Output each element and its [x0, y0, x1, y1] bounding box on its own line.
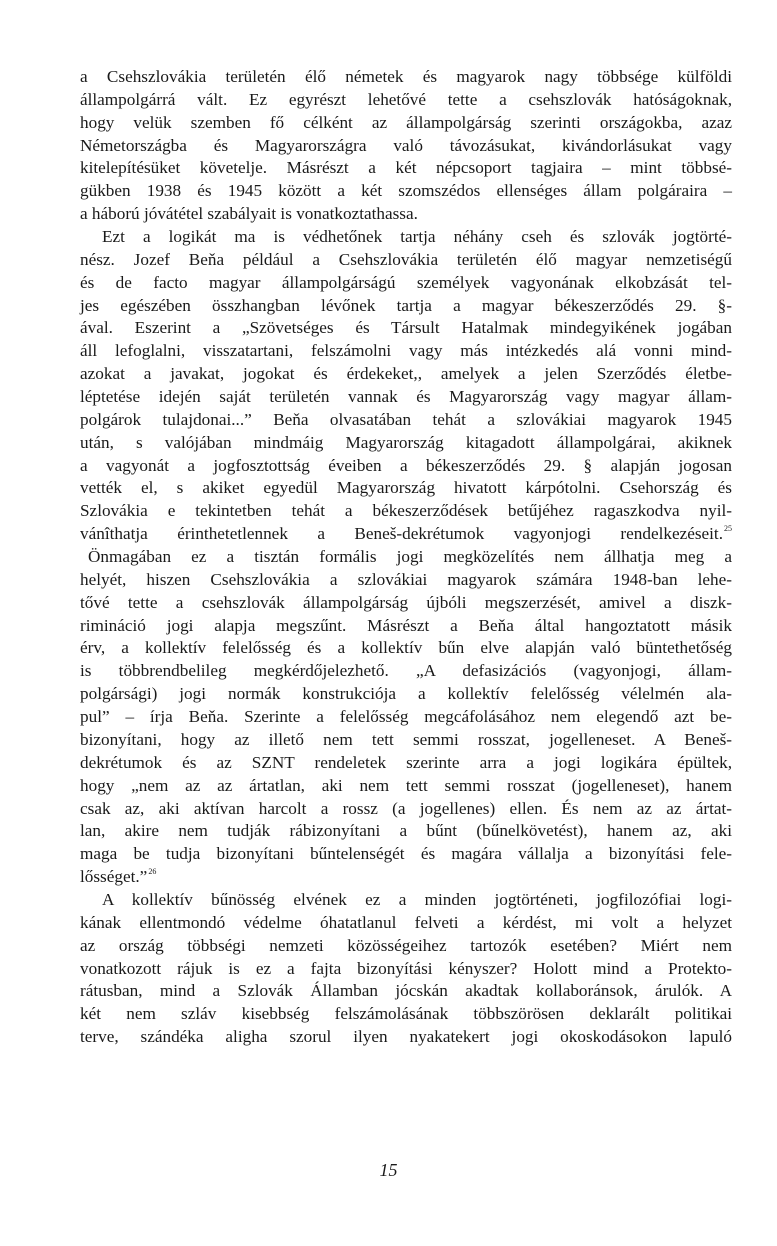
text-line: Németországba és Magyarországra való távozásukat, kivándorlásukat vagy — [80, 135, 732, 155]
text-line: a Csehszlovákia területén élő németek és magyarok nagy többsége külföldi — [80, 67, 732, 86]
text-line: és de facto magyar állampolgárságú személyek vagyonának elkobzását tel- — [80, 272, 732, 292]
page-number: 15 — [379, 1160, 398, 1180]
text-line: a vagyonát a jogfosztottság éveiben a békeszerződés 29. § alapján jogosan — [80, 455, 732, 475]
text-line-with-footnote — [80, 523, 732, 546]
text-line: rátusban, mind a Szlovák Államban jócskán akadtak kollaboránsok, árulók. A — [80, 981, 732, 1001]
text-line: dekrétumok és az SZNT rendeletek szerinte arra a jogi logikára épültek, — [80, 752, 732, 772]
text-line: vették el, s akiket egyedül Magyarország hivatott kárpótolni. Csehország és — [80, 478, 732, 498]
text-line: az ország többségi nemzeti közösségeihez tartozók esetében? Miért nem — [80, 935, 732, 955]
text-line: kának ellentmondó védelme óhatatlanul felveti a kérdést, mi volt a helyzet — [80, 912, 732, 932]
text-line: két nem szláv kisebbség felszámolásának többszörösen deklarált politikai — [80, 1004, 732, 1024]
text-line: polgársági) jogi normák konstrukciója a kollektív felelősség vélelmén ala- — [80, 684, 732, 704]
text-line: pul” – írja Beňa. Szerinte a felelősség megcáfolásához nem elegendő azt be- — [80, 707, 732, 727]
text-line: áll lefoglalni, visszatartani, felszámolni vagy más intézkedés alá vonni mind- — [80, 341, 732, 361]
text-line: csak az, aki aktívan harcolt a rossz (a jogellenes) ellen. És nem az az ártat- — [80, 798, 732, 818]
text-line: hogy „nem az az ártatlan, aki nem tett semmi rosszat (jogelleneset), hanem — [80, 775, 732, 795]
text-line-content: lősséget.” — [80, 867, 148, 887]
paragraph-start-line: A kollektív bűnösség elvének ez a minden jogtörténeti, jogfilozófiai logi- — [102, 889, 732, 909]
text-line-content: vánîthatja érinthetetlennek a Beneš-dekrétumok vagyonjogi rendelkezéseit. — [80, 524, 723, 544]
text-line: terve, szándéka aligha szorul ilyen nyakatekert jogi okoskodásokon lapuló — [80, 1027, 732, 1047]
body-text — [80, 66, 732, 1049]
text-line: Szlovákia e tekintetben tehát a békeszerződések betűjéhez ragaszkodva nyil- — [80, 501, 732, 521]
text-line: léptetése idején saját területén vannak és Magyarország vagy magyar állam- — [80, 387, 732, 407]
footnote-reference: 26 — [148, 867, 157, 877]
text-line: is többrendbelileg megkérdőjelezhető. „A defasizációs (vagyonjogi, állam- — [80, 661, 732, 681]
text-line: hogy velük szemben fő célként az állampolgárság szerinti országokba, azaz — [80, 112, 732, 132]
text-line: bizonyítani, hogy az illető nem tett semmi rosszat, jogelleneset. A Beneš- — [80, 729, 732, 749]
text-line: kitelepítésüket követelje. Másrészt a két népcsoport tagjaira – mint többsé- — [80, 158, 732, 178]
text-line: érv, a kollektív felelősség és a kollektív bűn elve alapján való büntethetőség — [80, 638, 732, 658]
text-line: vonatkozott rájuk is ez a fajta bizonyítási kényszer? Holott mind a Protekto- — [80, 958, 732, 978]
text-line: lan, akire nem tudják rábizonyítani a bűnt (bűnelkövetést), hanem az, aki — [80, 821, 732, 841]
text-line: után, s valójában mindmáig Magyarország kitagadott állampolgárai, akiknek — [80, 432, 732, 452]
text-line: ával. Eszerint a „Szövetséges és Társult Hatalmak mindegyikének jogában — [80, 318, 732, 338]
text-line: gükben 1938 és 1945 között a két szomszédos ellenséges állam polgáraira – — [80, 181, 732, 201]
text-line: azokat a javakat, jogokat és érdekeket,, amelyek a jelen Szerződés életbe- — [80, 364, 732, 384]
paragraph-start-line: Önmagában ez a tisztán formális jogi megközelítés nem állhatja meg a — [88, 547, 732, 567]
text-line: a háború jóvátétel szabályait is vonatkoztathassa. — [80, 204, 418, 224]
text-line: nész. Jozef Beňa például a Csehszlovákia területén élő magyar nemzetiségű — [80, 249, 732, 269]
text-line: jes egészében összhangban lévőnek tartja a magyar békeszerződés 29. §- — [80, 295, 732, 315]
text-line: maga be tudja bizonyítani bűntelenségét és magára vállalja a bizonyítási fele- — [80, 844, 732, 864]
footnote-reference: 25 — [724, 524, 732, 534]
text-line: tővé tette a csehszlovák állampolgárság újbóli megszerzését, amivel a diszk- — [80, 592, 732, 612]
text-line: helyét, hiszen Csehszlovákia a szlovákiai magyarok számára 1948-ban lehe- — [80, 569, 732, 589]
text-line-with-footnote — [80, 866, 732, 889]
paragraph-start-line: Ezt a logikát ma is védhetőnek tartja néhány cseh és szlovák jogtörté- — [102, 227, 732, 247]
text-line: rimináció jogi alapja megszűnt. Másrészt a Beňa által hangoztatott másik — [80, 615, 732, 635]
text-line: polgárok tulajdonai...” Beňa olvasatában tehát a szlovákiai magyarok 1945 — [80, 409, 732, 429]
text-line: állampolgárrá vált. Ez egyrészt lehetővé tette a csehszlovák hatóságoknak, — [80, 89, 732, 109]
